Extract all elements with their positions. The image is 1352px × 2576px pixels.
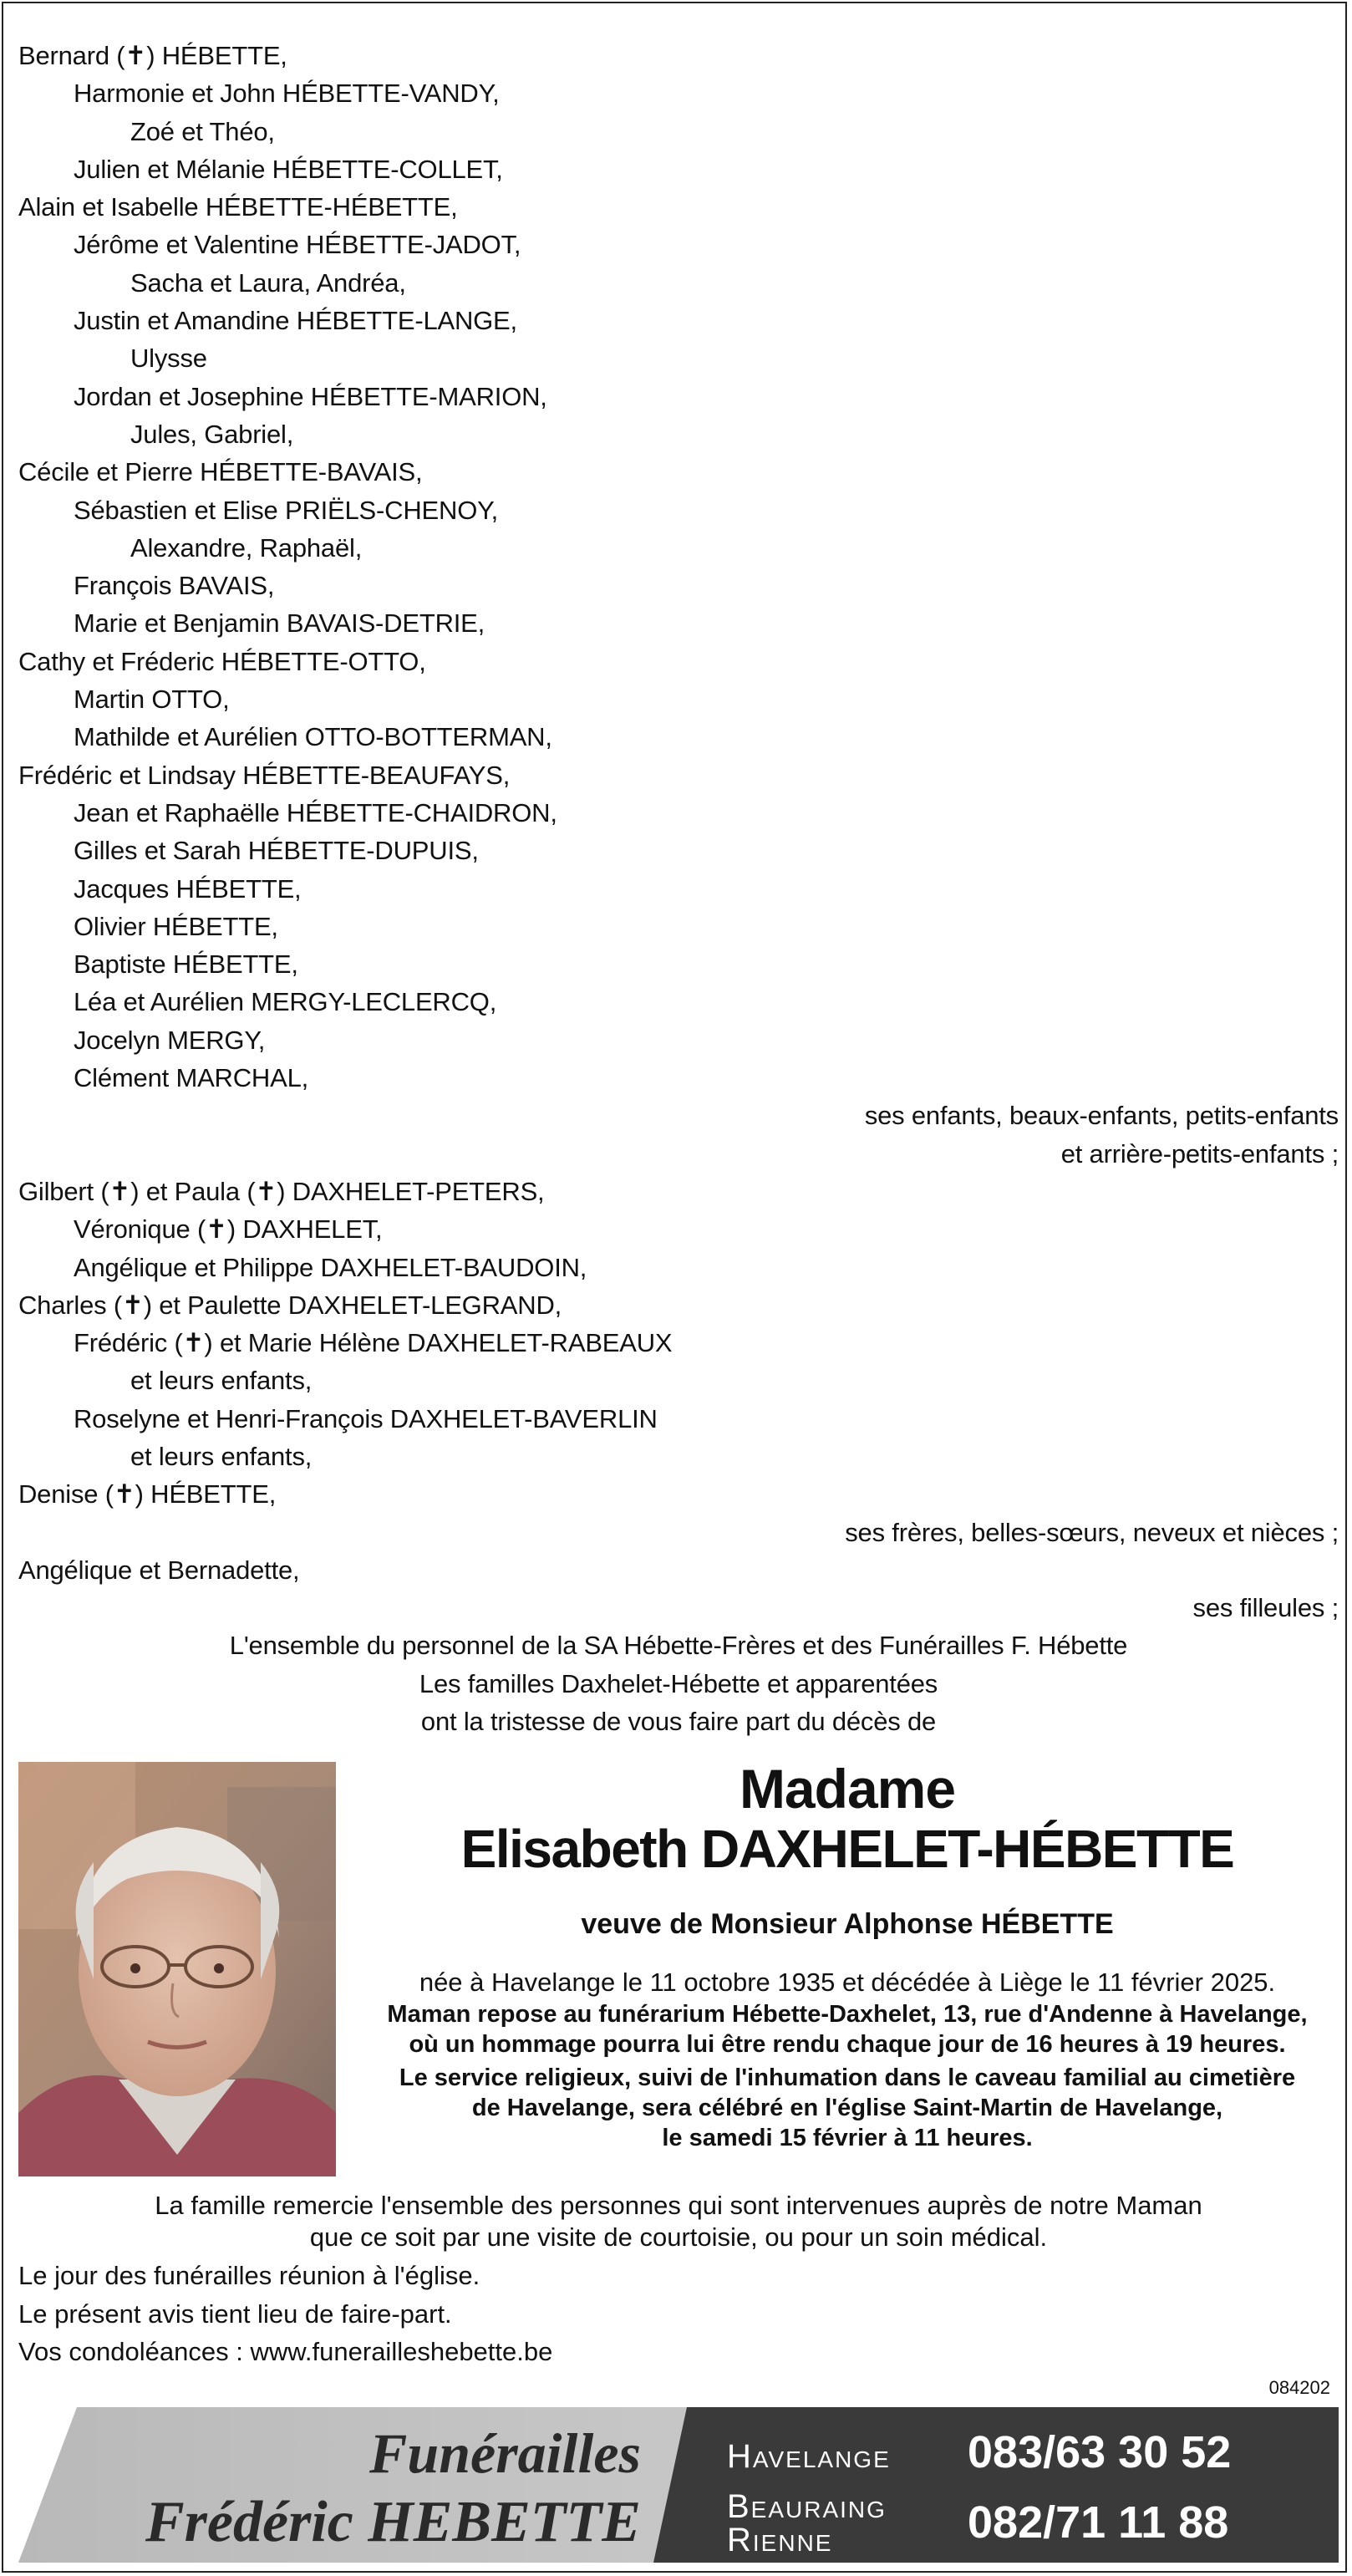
family-line: Zoé et Théo, <box>130 116 275 146</box>
family-line: et arrière-petits-enfants ; <box>1060 1138 1339 1168</box>
family-line: Frédéric (✝) et Marie Hélène DAXHELET-RABEAUX <box>74 1328 673 1358</box>
family-line: Baptiste HÉBETTE, <box>74 949 298 980</box>
thanks-block <box>18 2190 1339 2253</box>
funeral-meeting-line: Le jour des funérailles réunion à l'église. <box>18 2261 480 2290</box>
location-beauraing: Beauraing <box>727 2488 887 2525</box>
service-line-2: de Havelange, sera célébré en l'église Saint-Martin de Havelange, <box>471 2095 1223 2121</box>
family-line: ses enfants, beaux-enfants, petits-enfants <box>864 1101 1339 1131</box>
brand-line-1: Funérailles <box>369 2421 641 2485</box>
thanks-line-1: La famille remercie l'ensemble des personnes qui sont intervenues auprès de notre Maman <box>155 2191 1202 2220</box>
repose-line-1: Maman repose au funérarium Hébette-Daxhelet, 13, rue d'Andenne à Havelange, <box>387 2001 1308 2028</box>
family-line: L'ensemble du personnel de la SA Hébette-Frères et des Funérailles F. Hébette <box>229 1631 1128 1661</box>
family-line: Gilles et Sarah HÉBETTE-DUPUIS, <box>74 836 479 866</box>
service-line-1: Le service religieux, suivi de l'inhumation dans le caveau familial au cimetière <box>399 2064 1296 2091</box>
family-line: Angélique et Bernadette, <box>18 1555 300 1585</box>
family-line: Denise (✝) HÉBETTE, <box>18 1479 277 1509</box>
family-line: et leurs enfants, <box>130 1366 313 1396</box>
family-line: François BAVAIS, <box>74 571 275 601</box>
family-line: Roselyne et Henri-François DAXHELET-BAVERLIN <box>74 1403 658 1433</box>
condolences-line[interactable]: Vos condoléances : www.funerailleshebette.be <box>18 2337 553 2366</box>
family-line: Sébastien et Elise PRIËLS-CHENOY, <box>74 495 499 525</box>
family-line: Mathilde et Aurélien OTTO-BOTTERMAN, <box>74 722 552 752</box>
reference-number: 084202 <box>1268 2377 1330 2398</box>
family-line: Marie et Benjamin BAVAIS-DETRIE, <box>74 608 485 639</box>
family-line: Angélique et Philippe DAXHELET-BAUDOIN, <box>74 1252 587 1282</box>
family-line: Ulysse <box>130 344 207 374</box>
family-line: Alain et Isabelle HÉBETTE-HÉBETTE, <box>18 192 458 222</box>
birth-death-line: née à Havelange le 11 octobre 1935 et décédée à Liège le 11 février 2025. <box>419 1968 1276 1997</box>
phone-havelange[interactable]: 083/63 30 52 <box>968 2427 1232 2477</box>
family-line: Frédéric et Lindsay HÉBETTE-BEAUFAYS, <box>18 760 511 790</box>
announcement <box>371 1759 1324 2153</box>
family-line: Justin et Amandine HÉBETTE-LANGE, <box>74 306 517 336</box>
title-madame: Madame <box>739 1758 956 1820</box>
brand-line-2: Frédéric HEBETTE <box>145 2490 641 2554</box>
family-line: Cathy et Fréderic HÉBETTE-OTTO, <box>18 646 426 676</box>
deceased-photo <box>18 1762 336 2176</box>
family-line: Jérôme et Valentine HÉBETTE-JADOT, <box>74 230 521 260</box>
family-line: Véronique (✝) DAXHELET, <box>74 1214 383 1245</box>
family-line: Harmonie et John HÉBETTE-VANDY, <box>74 79 500 109</box>
family-line: Bernard (✝) HÉBETTE, <box>18 41 287 70</box>
family-line: ont la tristesse de vous faire part du décès de <box>420 1707 937 1737</box>
family-line: Alexandre, Raphaël, <box>130 532 363 563</box>
phone-beauraing[interactable]: 082/71 11 88 <box>968 2497 1229 2548</box>
location-rienne: Rienne <box>727 2522 833 2558</box>
service-line-3: le samedi 15 février à 11 heures. <box>662 2125 1033 2151</box>
family-line: ses filleules ; <box>1192 1593 1339 1623</box>
family-line: Jules, Gabriel, <box>130 419 294 449</box>
family-line: Jocelyn MERGY, <box>74 1025 266 1055</box>
family-line: Les familles Daxhelet-Hébette et apparentées <box>419 1668 938 1698</box>
thanks-line-2: que ce soit par une visite de courtoisie, ou pour un soin médical. <box>309 2222 1048 2252</box>
family-line: Martin OTTO, <box>74 685 230 715</box>
family-line: Jordan et Josephine HÉBETTE-MARION, <box>74 381 547 411</box>
family-list <box>18 37 1339 1740</box>
family-line: Charles (✝) et Paulette DAXHELET-LEGRAND, <box>18 1290 562 1320</box>
widow-line: veuve de Monsieur Alphonse HÉBETTE <box>581 1908 1114 1940</box>
family-line: Clément MARCHAL, <box>74 1063 309 1093</box>
portrait-image <box>18 1762 336 2176</box>
family-line: Sacha et Laura, Andréa, <box>130 267 406 298</box>
family-line: Cécile et Pierre HÉBETTE-BAVAIS, <box>18 457 423 487</box>
family-line: Jacques HÉBETTE, <box>74 873 302 904</box>
closing-notes <box>18 2257 1339 2371</box>
family-line: Julien et Mélanie HÉBETTE-COLLET, <box>74 154 503 184</box>
funeral-home-banner <box>18 2407 1339 2563</box>
family-line: Léa et Aurélien MERGY-LECLERCQ, <box>74 987 497 1017</box>
obituary-notice <box>2 2 1347 2573</box>
family-line: et leurs enfants, <box>130 1441 313 1471</box>
family-line: ses frères, belles-sœurs, neveux et nièces ; <box>845 1517 1339 1547</box>
family-line: Olivier HÉBETTE, <box>74 911 278 941</box>
notice-line: Le présent avis tient lieu de faire-part. <box>18 2299 452 2329</box>
location-havelange: Havelange <box>727 2438 891 2475</box>
repose-line-2: où un hommage pourra lui être rendu chaque jour de 16 heures à 19 heures. <box>409 2031 1286 2058</box>
family-line: Jean et Raphaëlle HÉBETTE-CHAIDRON, <box>74 797 557 827</box>
deceased-name: Elisabeth DAXHELET-HÉBETTE <box>460 1819 1234 1879</box>
family-line: Gilbert (✝) et Paula (✝) DAXHELET-PETERS, <box>18 1176 545 1206</box>
